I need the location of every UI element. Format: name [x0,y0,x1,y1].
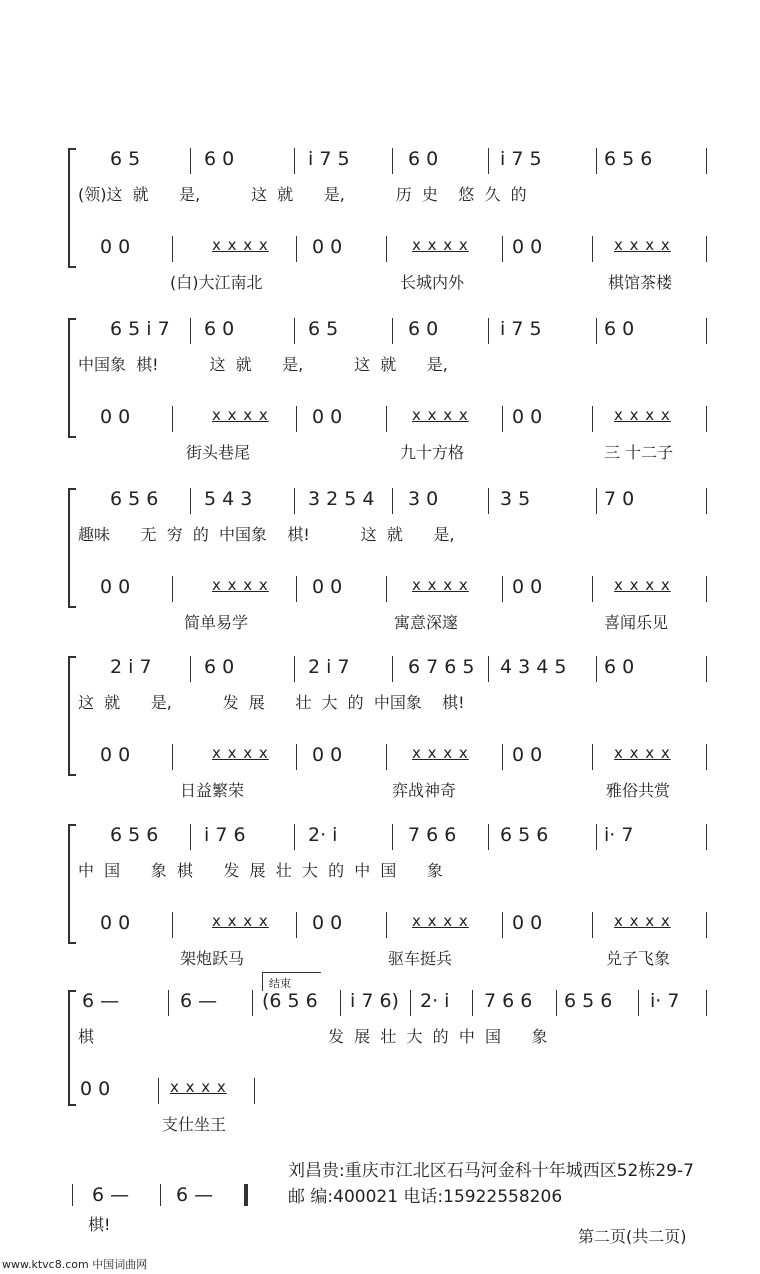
note-group: 3 2 5 4 [308,488,375,510]
barline [706,744,707,770]
note-group: 2· i [420,990,450,1012]
system-brace [68,824,76,944]
percussion-group: x x x x [212,576,269,594]
barline [386,576,387,602]
barline [502,744,503,770]
barline [294,824,295,850]
percussion-group: x x x x [412,912,469,930]
note-group: 2· i [308,824,338,846]
barline [502,576,503,602]
percussion-group: x x x x [614,744,671,762]
barline [294,488,295,514]
barline [488,656,489,682]
spoken-lyric: 日益繁荣 [180,781,245,800]
barline [706,148,707,174]
rest-group: 0 0 [312,406,343,428]
barline [706,576,707,602]
system-brace [68,318,76,438]
rest-group: 0 0 [312,236,343,258]
spoken-lyric: 街头巷尾 [186,443,251,462]
barline [254,1078,255,1104]
lyric-line: 棋 发 展 壮 大 的 中 国 象 [78,1027,548,1046]
barline [190,824,191,850]
barline [488,318,489,344]
note-group: 6 — [82,990,120,1012]
spoken-lyric: 三 十二子 [604,443,674,462]
barline [706,406,707,432]
barline [172,912,173,938]
final-lyric: 棋! [88,1215,111,1234]
barline [592,406,593,432]
percussion-group: x x x x [614,576,671,594]
note-group: 6 5 6 [500,824,549,846]
barline [596,148,597,174]
barline [706,488,707,514]
percussion-group: x x x x [614,912,671,930]
percussion-group: x x x x [212,406,269,424]
note-group: 3 5 [500,488,531,510]
rest-group: 0 0 [312,912,343,934]
percussion-group: x x x x [412,236,469,254]
note-group: 7 6 6 [484,990,533,1012]
lyric-line: (领)这 就 是, 这 就 是, 历 史 悠 久 的 [78,185,527,204]
note-group: i· 7 [604,824,634,846]
barline [706,824,707,850]
barline [190,656,191,682]
spoken-lyric: 寓意深邃 [394,613,459,632]
note-group: 6 5 i 7 [110,318,170,340]
barline [168,990,169,1016]
page-number: 第二页(共二页) [578,1227,687,1246]
spoken-lyric: 长城内外 [400,273,465,292]
percussion-group: x x x x [614,406,671,424]
system-brace [68,148,76,268]
spoken-lyric: 棋馆茶楼 [608,273,673,292]
author-address: 刘昌贵:重庆市江北区石马河金科十年城西区52栋29-7 [288,1161,694,1181]
spoken-lyric: 九十方格 [400,443,465,462]
barline [386,912,387,938]
barline [386,744,387,770]
barline [592,236,593,262]
rest-group: 0 0 [512,912,543,934]
spoken-lyric: 兑子飞象 [606,949,671,968]
barline [638,990,639,1016]
note-group: 6 5 [110,148,141,170]
barline [596,824,597,850]
system-brace [68,488,76,608]
spoken-lyric: (白)大江南北 [170,273,263,292]
rest-group: 0 0 [512,236,543,258]
barline [488,148,489,174]
percussion-group: x x x x [412,406,469,424]
barline [294,148,295,174]
barline [596,488,597,514]
barline [294,656,295,682]
spoken-lyric: 简单易学 [184,613,249,632]
spoken-lyric: 架炮跃马 [180,949,245,968]
spoken-lyric: 弈战神奇 [392,781,457,800]
barline [172,744,173,770]
barline [392,488,393,514]
note-group: 6 — [92,1184,130,1206]
note-group: i 7 5 [308,148,350,170]
barline [386,406,387,432]
rest-group: 0 0 [312,744,343,766]
percussion-group: x x x x [170,1078,227,1096]
barline [172,576,173,602]
note-group: 6 0 [604,318,635,340]
final-barline [244,1184,248,1206]
barline [296,744,297,770]
barline [190,318,191,344]
rest-group: 0 0 [312,576,343,598]
spoken-lyric: 驱车挺兵 [388,949,453,968]
spoken-lyric: 喜闻乐见 [604,613,669,632]
lyric-line: 中国象 棋! 这 就 是, 这 就 是, [78,355,448,374]
note-group: 6 — [180,990,218,1012]
barline [296,236,297,262]
barline [190,488,191,514]
note-group: 7 6 6 [408,824,457,846]
note-group: 6 0 [204,148,235,170]
note-group: 6 0 [204,318,235,340]
barline [488,488,489,514]
barline [706,990,707,1016]
percussion-group: x x x x [412,744,469,762]
system-brace [68,656,76,776]
rest-group: 0 0 [100,236,131,258]
barline [488,824,489,850]
note-group: 6 0 [604,656,635,678]
system-brace [68,990,76,1106]
note-group: i· 7 [650,990,680,1012]
percussion-group: x x x x [614,236,671,254]
note-group: 4 3 4 5 [500,656,567,678]
note-group: 2 i 7 [308,656,350,678]
barline [392,656,393,682]
barline [706,656,707,682]
barline [72,1184,73,1206]
barline [386,236,387,262]
spoken-lyric: 支仕坐王 [162,1115,227,1134]
barline [172,406,173,432]
barline [158,1078,159,1104]
barline [190,148,191,174]
percussion-group: x x x x [212,236,269,254]
barline [502,236,503,262]
lyric-line: 中 国 象 棋 发 展 壮 大 的 中 国 象 [78,861,443,880]
spoken-lyric: 雅俗共赏 [606,781,671,800]
note-group: 3 0 [408,488,439,510]
lyric-line: 这 就 是, 发 展 壮 大 的 中国象 棋! [78,693,465,712]
rest-group: 0 0 [80,1078,111,1100]
note-group: 6 5 6 [604,148,653,170]
note-group: 6 5 6 [110,488,159,510]
barline [706,318,707,344]
rest-group: 0 0 [100,912,131,934]
barline [596,656,597,682]
barline [296,406,297,432]
note-group: i 7 5 [500,318,542,340]
barline [172,236,173,262]
note-group: 7 0 [604,488,635,510]
note-group: (6 5 6 [262,990,318,1012]
barline [410,990,411,1016]
lyric-line: 趣味 无 穷 的 中国象 棋! 这 就 是, [78,525,455,544]
barline [592,744,593,770]
barline [252,990,253,1016]
barline [472,990,473,1016]
barline [296,912,297,938]
barline [556,990,557,1016]
percussion-group: x x x x [412,576,469,594]
rest-group: 0 0 [512,576,543,598]
note-group: 6 0 [204,656,235,678]
barline [340,990,341,1016]
note-group: 6 0 [408,318,439,340]
end-mark: 结束 [262,972,321,991]
barline [706,912,707,938]
note-group: 6 — [176,1184,214,1206]
barline [592,912,593,938]
note-group: i 7 6) [350,990,399,1012]
barline [296,576,297,602]
note-group: 6 7 6 5 [408,656,475,678]
barline [502,406,503,432]
note-group: i 7 5 [500,148,542,170]
note-group: 6 0 [408,148,439,170]
barline [294,318,295,344]
barline [160,1184,161,1206]
barline [592,576,593,602]
note-group: 2 i 7 [110,656,152,678]
rest-group: 0 0 [100,576,131,598]
barline [596,318,597,344]
note-group: i 7 6 [204,824,246,846]
percussion-group: x x x x [212,912,269,930]
barline [706,236,707,262]
watermark: www.ktvc8.com 中国词曲网 [2,1258,148,1271]
barline [502,912,503,938]
rest-group: 0 0 [512,406,543,428]
percussion-group: x x x x [212,744,269,762]
rest-group: 0 0 [512,744,543,766]
barline [392,824,393,850]
rest-group: 0 0 [100,744,131,766]
postal-phone: 邮 编:400021 电话:15922558206 [288,1187,563,1207]
note-group: 6 5 6 [564,990,613,1012]
note-group: 6 5 [308,318,339,340]
note-group: 5 4 3 [204,488,253,510]
rest-group: 0 0 [100,406,131,428]
barline [392,318,393,344]
barline [392,148,393,174]
note-group: 6 5 6 [110,824,159,846]
